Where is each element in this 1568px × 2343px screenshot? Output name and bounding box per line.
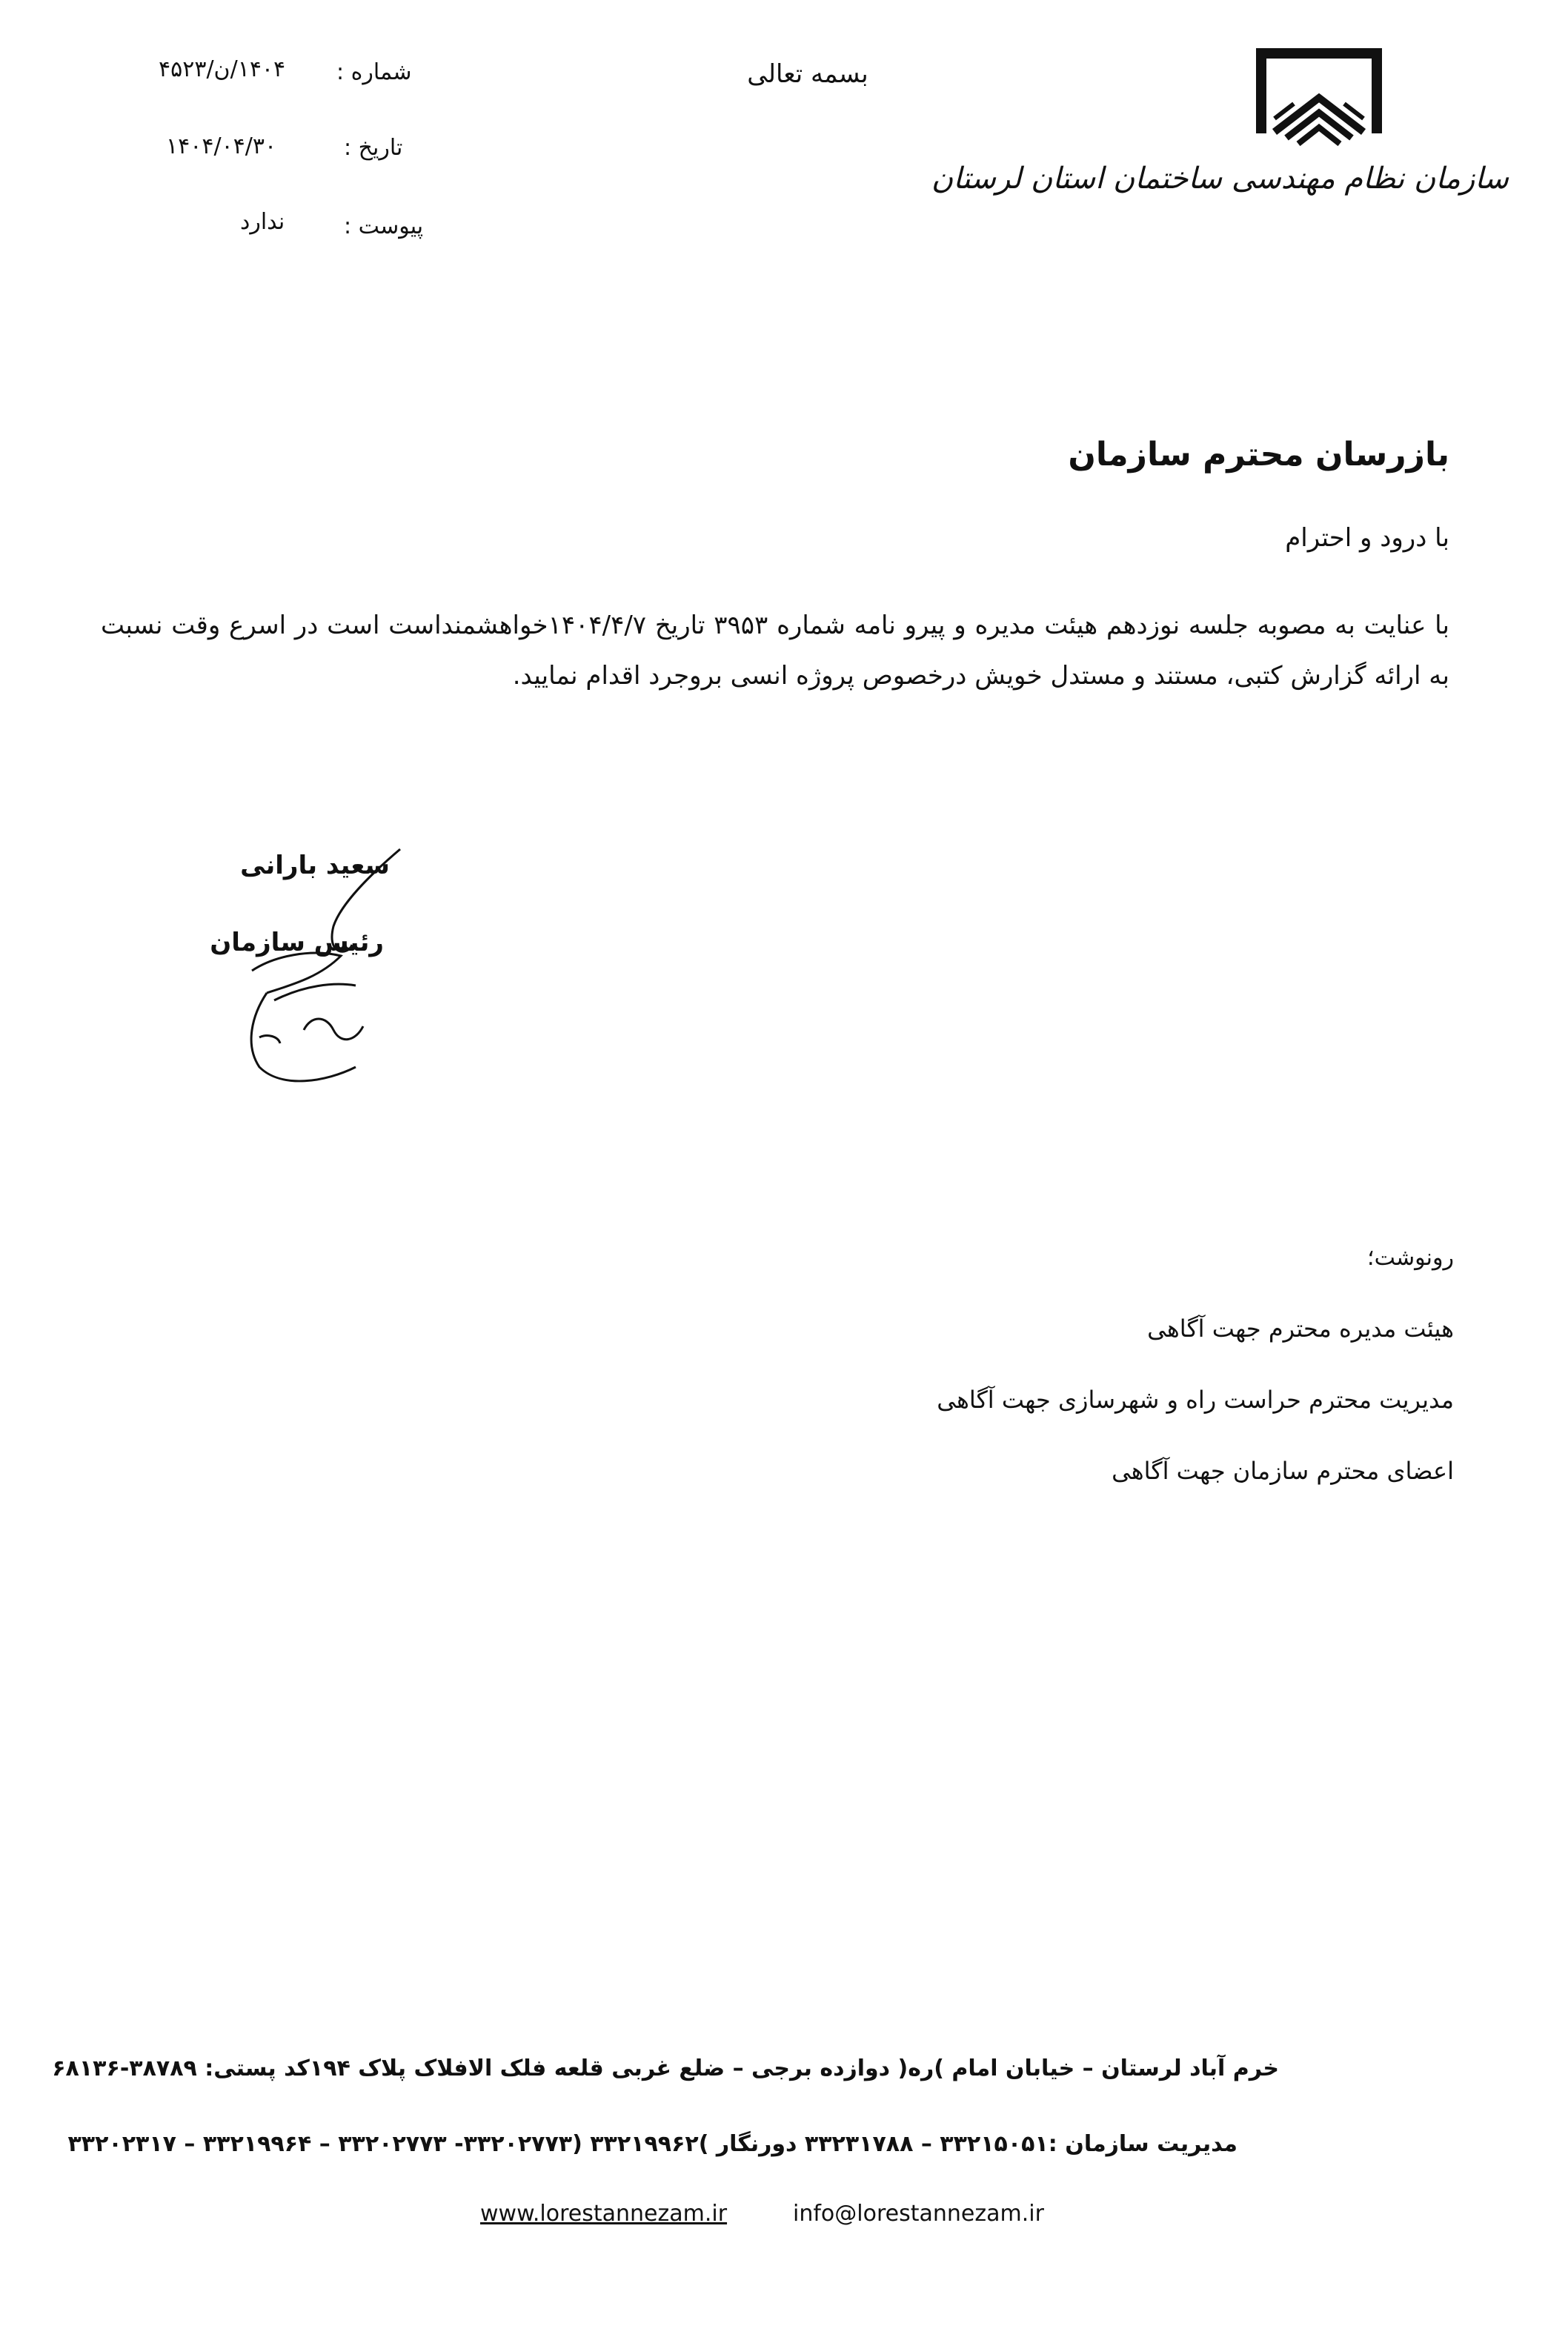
email-link[interactable]: info@lorestannezam.ir — [793, 2201, 1044, 2227]
signature-scribble-icon — [222, 845, 415, 1097]
attachment-label: پیوست : — [344, 213, 424, 239]
cc-heading: رونوشت؛ — [1367, 1245, 1454, 1271]
house-logo-icon — [1252, 44, 1386, 156]
footer-phones: مدیریت سازمان :۳۳۲۱۵۰۵۱ – ۳۳۲۳۱۷۸۸ دورنگار )۳۳۲۱۹۹۶۲ (۳۳۲۰۲۷۷۳- ۳۳۲۰۲۷۷۳ – ۳۳۲۱۹۹۶۴ – ۳۳۲۰۲۳۱۷ — [67, 2131, 1238, 2157]
date-value: ۱۴۰۴/۰۴/۳۰ — [166, 133, 277, 159]
number-label: شماره : — [336, 59, 412, 85]
cc-item: مدیریت محترم حراست راه و شهرسازی جهت آگاهی — [937, 1386, 1454, 1414]
footer-address: خرم آباد لرستان – خیابان امام )ره( دوازده برجی – ضلع غربی قلعه فلک الافلاک پلاک ۱۹۴کد پستی: ۳۸۷۸۹-۶۸۱۳۶ — [52, 2055, 1279, 2081]
organization-logo — [1252, 44, 1386, 156]
date-label: تاریخ : — [344, 135, 403, 161]
signer-name: سعید بارانی — [240, 851, 390, 880]
number-value: ۱۴۰۴/ن/۴۵۲۳ — [159, 56, 286, 82]
basmala: بسمه تعالی — [747, 59, 868, 89]
cc-item: اعضای محترم سازمان جهت آگاهی — [1112, 1457, 1454, 1485]
greeting: با درود و احترام — [1285, 523, 1449, 553]
recipient-heading: بازرسان محترم سازمان — [1068, 436, 1449, 473]
attachment-value: ندارد — [240, 209, 285, 235]
letter-body-paragraph: با عنایت به مصوبه جلسه نوزدهم هیئت مدیره و پیرو نامه شماره ۳۹۵۳ تاریخ ۱۴۰۴/۴/۷خواهشمنداست است در اسرع وقت نسبت به ارائه گزارش کتبی، مستند و مستدل خویش درخصوص پروژه انسی بروجرد اقدام نمایید. — [101, 611, 1449, 691]
organization-name: سازمان نظام مهندسی ساختمان استان لرستان — [931, 162, 1509, 196]
website-link[interactable]: www.lorestannezam.ir — [480, 2201, 728, 2227]
signer-title: رئیس سازمان — [210, 928, 384, 957]
cc-item: هیئت مدیره محترم جهت آگاهی — [1147, 1315, 1454, 1343]
handwritten-signature — [222, 845, 415, 1097]
